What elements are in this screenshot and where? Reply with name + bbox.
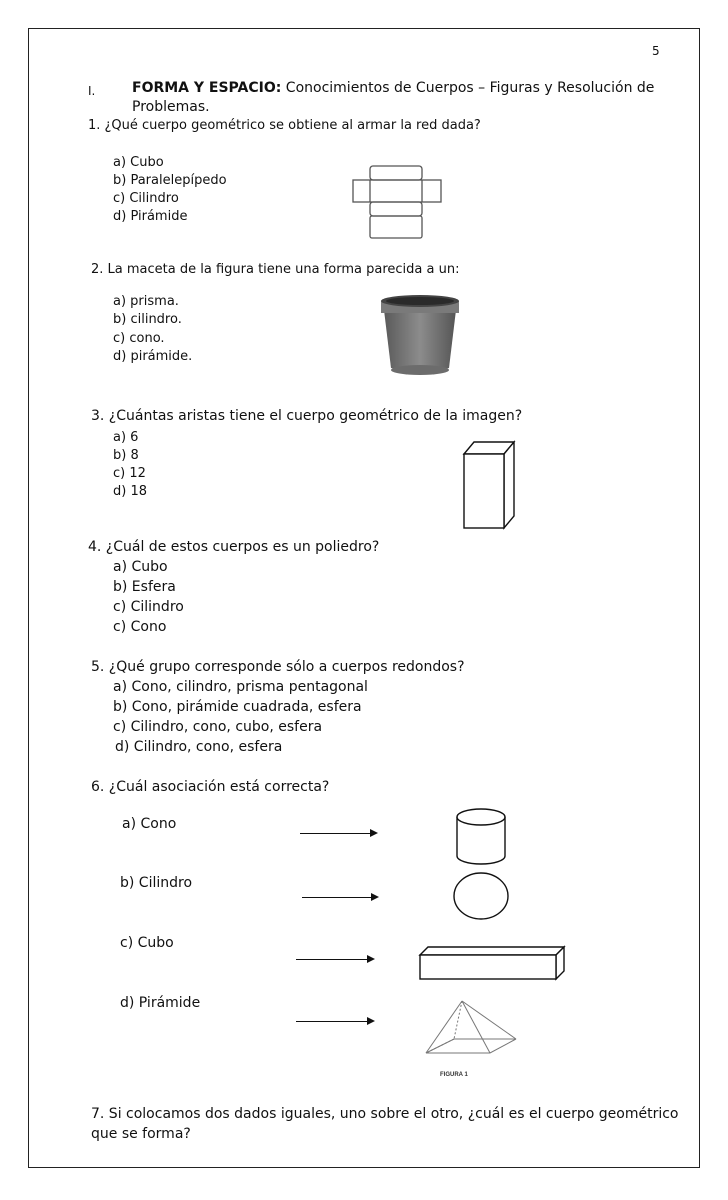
q2-option-c: c) cono.	[113, 331, 165, 346]
q5-option-b: b) Cono, pirámide cuadrada, esfera	[113, 699, 362, 715]
q3-option-d: d) 18	[113, 484, 147, 499]
section-title	[132, 80, 654, 96]
flowerpot-image	[374, 292, 466, 378]
q5-option-d: d) Cilindro, cono, esfera	[115, 739, 283, 755]
q1-question: 1. ¿Qué cuerpo geométrico se obtiene al armar la red dada?	[88, 118, 481, 133]
q4-option-a: a) Cubo	[113, 559, 168, 575]
rectangular-prism-figure	[418, 945, 568, 985]
q1-option-b: b) Paralelepípedo	[113, 173, 227, 188]
pyramid-figure-caption: FIGURA 1	[440, 1072, 468, 1078]
q6-arrow-a	[300, 833, 376, 834]
q3-option-a: a) 6	[113, 430, 139, 445]
q3-option-c: c) 12	[113, 466, 146, 481]
q7-question-line1: 7. Si colocamos dos dados iguales, uno sobre el otro, ¿cuál es el cuerpo geométrico	[91, 1106, 679, 1122]
q6-option-c: c) Cubo	[120, 935, 174, 951]
page-number: 5	[652, 44, 660, 58]
q6-option-d: d) Pirámide	[120, 995, 201, 1011]
section-title-rest: Conocimientos de Cuerpos – Figuras y Resolución de	[285, 80, 655, 96]
q4-option-c: c) Cilindro	[113, 599, 184, 615]
pyramid-figure	[420, 997, 518, 1083]
q2-option-a: a) prisma.	[113, 294, 179, 309]
q2-option-b: b) cilindro.	[113, 312, 182, 327]
q6-option-b: b) Cilindro	[120, 875, 193, 891]
prism-figure	[462, 440, 518, 530]
q1-option-a: a) Cubo	[113, 155, 164, 170]
section-roman: I.	[88, 84, 96, 98]
q6-arrow-b	[302, 897, 377, 898]
q3-option-b: b) 8	[113, 448, 139, 463]
section-title-bold: FORMA Y ESPACIO:	[132, 80, 282, 96]
q6-question: 6. ¿Cuál asociación está correcta?	[91, 779, 330, 795]
q2-question: 2. La maceta de la figura tiene una forma parecida a un:	[91, 262, 460, 277]
q6-option-a: a) Cono	[122, 816, 177, 832]
q5-option-c: c) Cilindro, cono, cubo, esfera	[113, 719, 323, 735]
q4-question: 4. ¿Cuál de estos cuerpos es un poliedro?	[88, 539, 380, 555]
q3-question: 3. ¿Cuántas aristas tiene el cuerpo geométrico de la imagen?	[91, 408, 523, 424]
q4-option-d: c) Cono	[113, 619, 167, 635]
q2-option-d: d) pirámide.	[113, 349, 193, 364]
q7-question-line2: que se forma?	[91, 1126, 191, 1142]
section-title-line2: Problemas.	[132, 99, 210, 115]
q6-arrow-c	[296, 959, 373, 960]
net-figure	[352, 165, 444, 240]
cylinder-figure	[455, 808, 507, 866]
q5-question: 5. ¿Qué grupo corresponde sólo a cuerpos redondos?	[91, 659, 465, 675]
q4-option-b: b) Esfera	[113, 579, 176, 595]
q6-arrow-d	[296, 1021, 373, 1022]
q1-option-c: c) Cilindro	[113, 191, 179, 206]
q5-option-a: a) Cono, cilindro, prisma pentagonal	[113, 679, 368, 695]
sphere-figure	[452, 871, 510, 921]
q1-option-d: d) Pirámide	[113, 209, 188, 224]
